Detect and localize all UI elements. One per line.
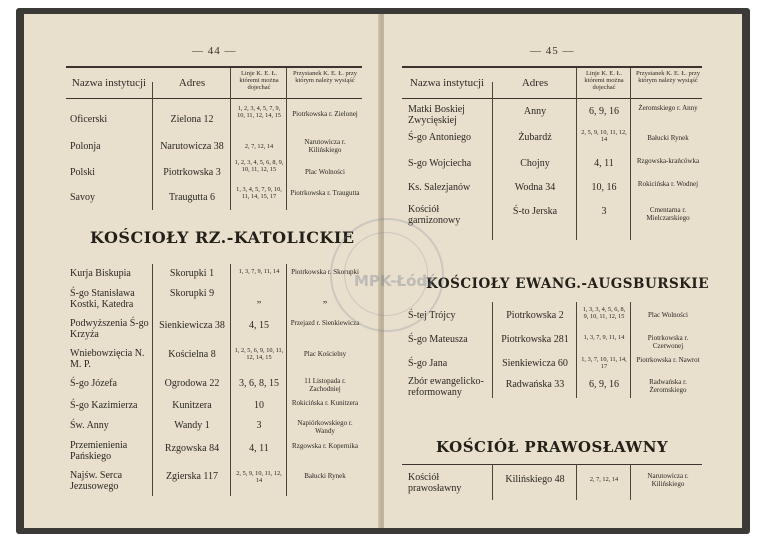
institution-name: Zbór ewangelicko-reformowany xyxy=(408,376,484,398)
institution-address: Kościelna 8 xyxy=(168,349,216,360)
tram-lines: 1, 3, 7, 9, 11, 14 xyxy=(238,268,280,275)
institution-name: Św. Anny xyxy=(70,420,109,431)
tram-lines: 6, 9, 16 xyxy=(589,379,619,390)
section-heading: KOŚCIOŁY RZ.-KATOLICKIE xyxy=(90,228,355,247)
header-stop: Przystanek K. E. Ł. przy którym należy wysiąść xyxy=(292,70,358,84)
institution-name: Ś-go Józefa xyxy=(70,378,117,389)
column-divider xyxy=(286,264,287,496)
column-divider xyxy=(630,68,631,240)
institution-address: Zielona 12 xyxy=(170,114,214,125)
institution-name: Polonja xyxy=(70,141,101,152)
institution-address: Chojny xyxy=(520,158,550,169)
institution-name: Przemienienia Pańskiego xyxy=(70,440,128,462)
header-bottom-rule xyxy=(402,98,702,99)
institution-address: Ogrodowa 22 xyxy=(164,378,220,389)
column-divider xyxy=(492,464,493,500)
institution-name: Ks. Salezjanów xyxy=(408,182,471,193)
table-top-rule xyxy=(66,66,362,68)
tram-lines: 1, 2, 3, 4, 5, 7, 9, 10, 11, 12, 14, 15 xyxy=(237,105,281,119)
tram-lines: 4, 11 xyxy=(594,158,614,169)
tram-lines: 1, 3, 7, 10, 11, 14, 17 xyxy=(581,356,627,370)
institution-address: Radwańska 33 xyxy=(505,379,565,390)
tram-stop: Plac Wolności xyxy=(305,168,345,176)
watermark-text: MPK-Łódź xyxy=(354,272,436,290)
left-page xyxy=(24,14,382,528)
section-heading: KOŚCIOŁY EWANG.-AUGSBURSKIE xyxy=(426,276,710,292)
header-name: Nazwa instytucji xyxy=(71,77,147,89)
tram-stop: Rzgowska r. Kopernika xyxy=(292,442,358,450)
header-bottom-rule xyxy=(66,98,362,99)
institution-address: Skorupki 1 xyxy=(169,268,215,279)
institution-address: Zgierska 117 xyxy=(165,471,219,482)
section-heading: KOŚCIÓŁ PRAWOSŁAWNY xyxy=(436,438,669,456)
tram-stop: Piotrkowska r. Czerwonej xyxy=(647,334,689,350)
page-number: — 44 — xyxy=(192,45,237,57)
tram-lines: 4, 15 xyxy=(249,320,269,331)
table-top-rule xyxy=(402,464,702,465)
watermark-stamp xyxy=(330,218,444,332)
column-divider xyxy=(630,302,631,398)
header-address: Adres xyxy=(521,77,549,89)
institution-name: Savoy xyxy=(70,192,95,203)
column-divider xyxy=(230,264,231,496)
institution-name: Ś-tej Trójcy xyxy=(408,310,456,321)
tram-lines: 2, 5, 9, 10, 11, 12, 14 xyxy=(581,129,627,143)
institution-name: Matki Boskiej Zwycięskiej xyxy=(408,104,465,126)
header-address: Adres xyxy=(178,77,206,89)
institution-address: Wodna 34 xyxy=(514,182,556,193)
tram-lines: 3 xyxy=(256,420,262,431)
tram-lines: 2, 7, 12, 14 xyxy=(244,143,274,150)
institution-address: Sienkiewicza 60 xyxy=(502,358,568,369)
column-divider xyxy=(576,302,577,398)
tram-lines: 4, 11 xyxy=(249,443,269,454)
tram-lines: 3 xyxy=(601,206,607,217)
tram-stop: Narutowicza r. Kilińskiego xyxy=(647,472,689,488)
institution-address: Rzgowska 84 xyxy=(164,443,220,454)
tram-stop: Rokicińska r. Wodnej xyxy=(637,180,699,188)
tram-stop: Bałucki Rynek xyxy=(647,134,689,142)
institution-address: Piotrkowska 281 xyxy=(501,334,569,345)
column-divider xyxy=(576,68,577,240)
tram-stop: Przejazd r. Sienkiewicza xyxy=(290,319,360,327)
header-name: Nazwa instytucji xyxy=(409,77,485,89)
column-divider xyxy=(576,464,577,500)
institution-name: Polski xyxy=(70,167,96,178)
tram-lines: „ xyxy=(256,294,262,305)
tram-stop: Bałucki Rynek xyxy=(304,472,346,480)
tram-lines: 10 xyxy=(254,400,264,411)
tram-lines: 3, 6, 8, 15 xyxy=(239,378,279,389)
institution-address: Skorupki 9 xyxy=(169,288,215,299)
institution-name: Ś-go Mateusza xyxy=(408,334,468,345)
header-tram-lines: Linje K. E. Ł. któremi można dojechać xyxy=(584,70,624,91)
institution-name: Kurja Biskupia xyxy=(70,268,131,279)
institution-address: Traugutta 6 xyxy=(168,192,216,203)
tram-stop: Piotrkowska r. Traugutta xyxy=(290,189,360,197)
institution-name: Oficerski xyxy=(70,114,108,125)
institution-name: Ś-go Kazimierza xyxy=(70,400,138,411)
table-top-rule xyxy=(402,66,702,68)
tram-stop: Piotrkowska r. Zielonej xyxy=(292,110,358,118)
tram-lines: 1, 3, 4, 5, 7, 9, 10, 11, 14, 15, 17 xyxy=(236,186,282,200)
tram-stop: Rokicińska r. Kunitzera xyxy=(291,399,359,407)
institution-address: Ś-to Jerska xyxy=(512,206,558,217)
institution-name: Podwyższenia Ś-go Krzyża xyxy=(70,318,149,340)
institution-name: Najśw. Serca Jezusowego xyxy=(70,470,123,492)
tram-lines: 1, 2, 5, 6, 9, 10, 11, 12, 14, 15 xyxy=(234,347,284,361)
header-tram-lines: Linje K. E. Ł. któremi można dojechać xyxy=(239,70,279,91)
institution-address: Sienkiewicza 38 xyxy=(159,320,225,331)
institution-name: S-go Wojciecha xyxy=(408,158,472,169)
tram-lines: 1, 3, 3, 4, 5, 6, 8, 9, 10, 11, 12, 15 xyxy=(582,306,626,320)
column-divider xyxy=(230,68,231,210)
institution-address: Żubardź xyxy=(518,132,552,143)
tram-stop: „ xyxy=(322,294,328,305)
tram-lines: 2, 7, 12, 14 xyxy=(589,476,619,483)
tram-lines: 1, 3, 7, 9, 11, 14 xyxy=(583,334,625,341)
tram-lines: 10, 16 xyxy=(591,182,617,193)
tram-lines: 2, 5, 9, 10, 11, 12, 14 xyxy=(236,470,282,484)
institution-address: Piotrkowska 3 xyxy=(163,167,221,178)
tram-stop: Napiórkowskiego r. Wandy xyxy=(297,419,353,435)
institution-address: Kilińskiego 48 xyxy=(505,474,565,485)
institution-address: Narutowicza 38 xyxy=(160,141,224,152)
column-divider xyxy=(492,82,493,240)
institution-name: Kościół prawosławny xyxy=(408,472,462,494)
tram-lines: 1, 2, 3, 4, 5, 6, 8, 9, 10, 11, 12, 15 xyxy=(234,159,284,173)
institution-address: Kunitzera xyxy=(172,400,212,411)
institution-address: Piotrkowska 2 xyxy=(506,310,564,321)
page-number: — 45 — xyxy=(530,45,575,57)
tram-stop: Cmentarna r. Mielczarskiego xyxy=(646,206,690,222)
tram-stop: Piotrkowska r. Nawrot xyxy=(636,356,700,364)
tram-stop: Narutowicza r. Kilińskiego xyxy=(304,138,346,154)
tram-stop: Plac Kościelny xyxy=(303,350,347,358)
institution-name: Ś-go Jana xyxy=(408,358,448,369)
institution-address: Anny xyxy=(523,106,547,117)
tram-stop: Plac Wolności xyxy=(648,311,688,319)
column-divider xyxy=(630,464,631,500)
tram-stop: Żeromskiego r. Anny xyxy=(638,104,698,112)
tram-stop: 11 Listopada r. Zachodniej xyxy=(304,377,346,393)
institution-name: Ś-go Stanisława Kostki, Katedra xyxy=(70,288,135,310)
institution-name: Kościół garnizonowy xyxy=(408,204,461,226)
tram-stop: Radwańska r. Żeromskiego xyxy=(649,378,687,394)
column-divider xyxy=(152,82,153,210)
header-stop: Przystanek K. E. Ł. przy którym należy wysiąść xyxy=(635,70,701,84)
tram-lines: 6, 9, 16 xyxy=(589,106,619,117)
institution-name: Wniebowzięcia N. M. P. xyxy=(70,348,145,370)
column-divider xyxy=(152,264,153,496)
column-divider xyxy=(286,68,287,210)
tram-stop: Rzgowska-krańcówka xyxy=(636,157,700,165)
column-divider xyxy=(492,302,493,398)
tram-stop: Piotrkowska r. Skorupki xyxy=(291,268,359,276)
institution-address: Wandy 1 xyxy=(174,420,210,431)
institution-name: Ś-go Antoniego xyxy=(408,132,472,143)
